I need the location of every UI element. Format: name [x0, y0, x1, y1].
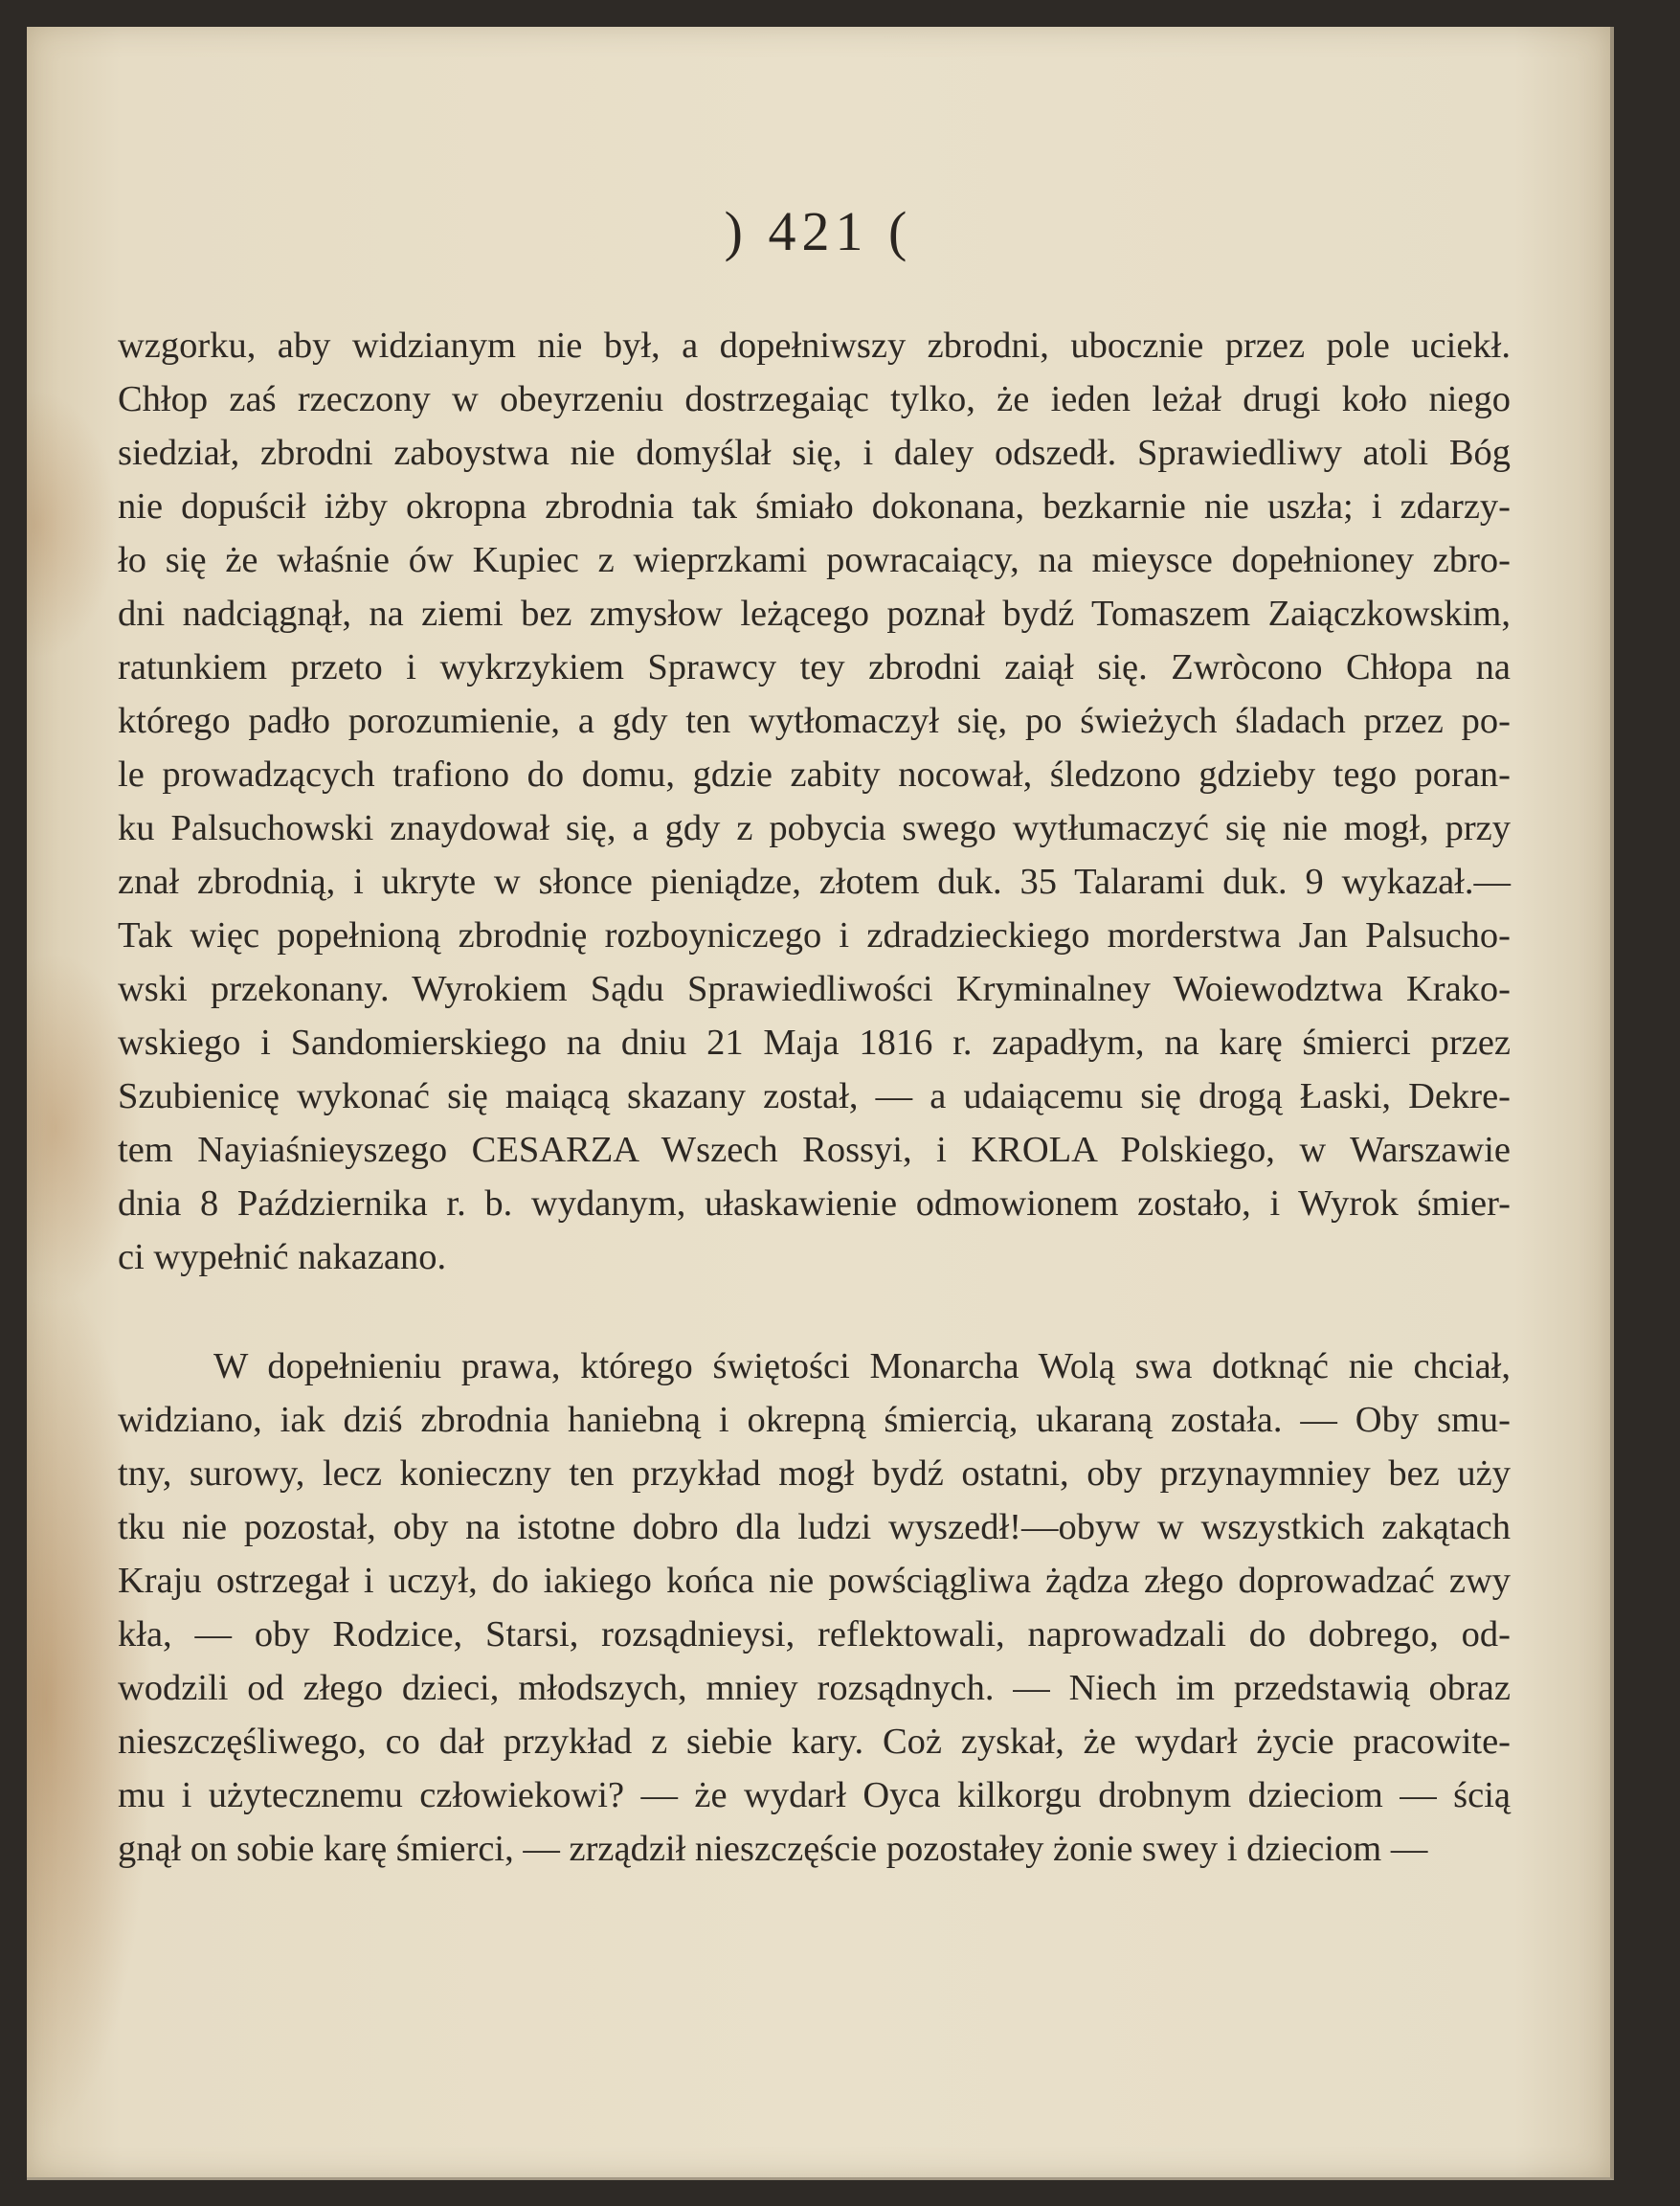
text-line: gnął on sobie karę śmierci, — zrządził nieszczęście pozostałey żonie swey i dzieciom — [118, 1829, 1428, 1869]
text-line: którego padło porozumienie, a gdy ten wytłomaczył się, po świeżych śladach przez po- [118, 701, 1511, 741]
page-number: ) 421 ( [724, 200, 913, 262]
text-line: Szubienicę wykonać się maiącą skazany został, — a udaiącemu się drogą Łaski, Dekre- [118, 1076, 1511, 1116]
text-line: ło się że właśnie ów Kupiec z wieprzkami powracaiący, na mieysce dopełnioney zbro- [118, 540, 1511, 580]
text-line: kła, — oby Rodzice, Starsi, rozsądnieysi, reflektowali, naprowadzali do dobrego, od- [118, 1614, 1511, 1654]
book-page [27, 27, 1614, 2180]
text-line: wski przekonany. Wyrokiem Sądu Sprawiedliwości Kryminalney Woiewodztwa Krako- [118, 969, 1511, 1009]
text-line: widziano, iak dziś zbrodnia haniebną i okrepną śmiercią, ukaraną została. — Oby smu- [118, 1400, 1511, 1440]
text-line: wzgorku, aby widzianym nie był, a dopełniwszy zbrodni, ubocznie przez pole uciekł. [118, 326, 1511, 366]
text-line: ci wypełnić nakazano. [118, 1237, 447, 1277]
text-line: wodzili od złego dzieci, młodszych, mniey rozsądnych. — Niech im przedstawią obraz [118, 1668, 1511, 1708]
text-line: wskiego i Sandomierskiego na dniu 21 Maja 1816 r. zapadłym, na karę śmierci przez [118, 1023, 1511, 1063]
text-line: Kraju ostrzegał i uczył, do iakiego końca nie powściągliwa żądza złego doprowadzać zwy [118, 1561, 1511, 1601]
text-line: le prowadzących trafiono do domu, gdzie zabity nocował, śledzono gdzieby tego poran- [118, 754, 1511, 795]
text-line: nie dopuścił iżby okropna zbrodnia tak śmiało dokonana, bezkarnie nie uszła; i zdarzy- [118, 486, 1511, 527]
text-line: mu i użytecznemu człowiekowi? — że wydarł Oyca kilkorgu drobnym dzieciom — ścią [118, 1775, 1511, 1815]
paragraph-gap [118, 1284, 1511, 1339]
text-line: siedział, zbrodni zaboystwa nie domyślał się, i daley odszedł. Sprawiedliwy atoli Bóg [118, 433, 1511, 473]
paragraph [118, 1339, 1511, 1876]
page-text [118, 319, 1511, 1876]
text-line: tku nie pozostał, oby na istotne dobro dla ludzi wyszedł!—obyw w wszystkich zakątach [118, 1507, 1511, 1547]
text-line: nieszczęśliwego, co dał przykład z siebie kary. Coż zyskał, że wydarł życie pracowite- [118, 1722, 1511, 1762]
text-line: W dopełnieniu prawa, którego świętości Monarcha Wolą swa dotknąć nie chciał, [213, 1346, 1511, 1386]
text-line: dnia 8 Października r. b. wydanym, ułaskawienie odmowionem zostało, i Wyrok śmier- [118, 1183, 1511, 1224]
text-line: Chłop zaś rzeczony w obeyrzeniu dostrzegaiąc tylko, że ieden leżał drugi koło niego [118, 379, 1511, 419]
text-line: tny, surowy, lecz konieczny ten przykład mogł bydź ostatni, oby przynaymniey bez uży [118, 1453, 1511, 1494]
text-line: ratunkiem przeto i wykrzykiem Sprawcy tey zbrodni zaiął się. Zwròcono Chłopa na [118, 647, 1511, 687]
paragraph [118, 319, 1511, 1284]
text-line: Tak więc popełnioną zbrodnię rozboyniczego i zdradzieckiego morderstwa Jan Palsucho- [118, 915, 1511, 956]
text-line: dni nadciągnął, na ziemi bez zmysłow leżącego poznał bydź Tomaszem Zaiączkowskim, [118, 594, 1511, 634]
text-line: tem Nayiaśnieyszego CESARZA Wszech Rossyi, i KROLA Polskiego, w Warszawie [118, 1130, 1511, 1170]
text-line: ku Palsuchowski znaydował się, a gdy z pobycia swego wytłumaczyć się nie mogł, przy [118, 808, 1511, 848]
text-line: znał zbrodnią, i ukryte w słonce pieniądze, złotem duk. 35 Talarami duk. 9 wykazał.— [118, 862, 1511, 902]
